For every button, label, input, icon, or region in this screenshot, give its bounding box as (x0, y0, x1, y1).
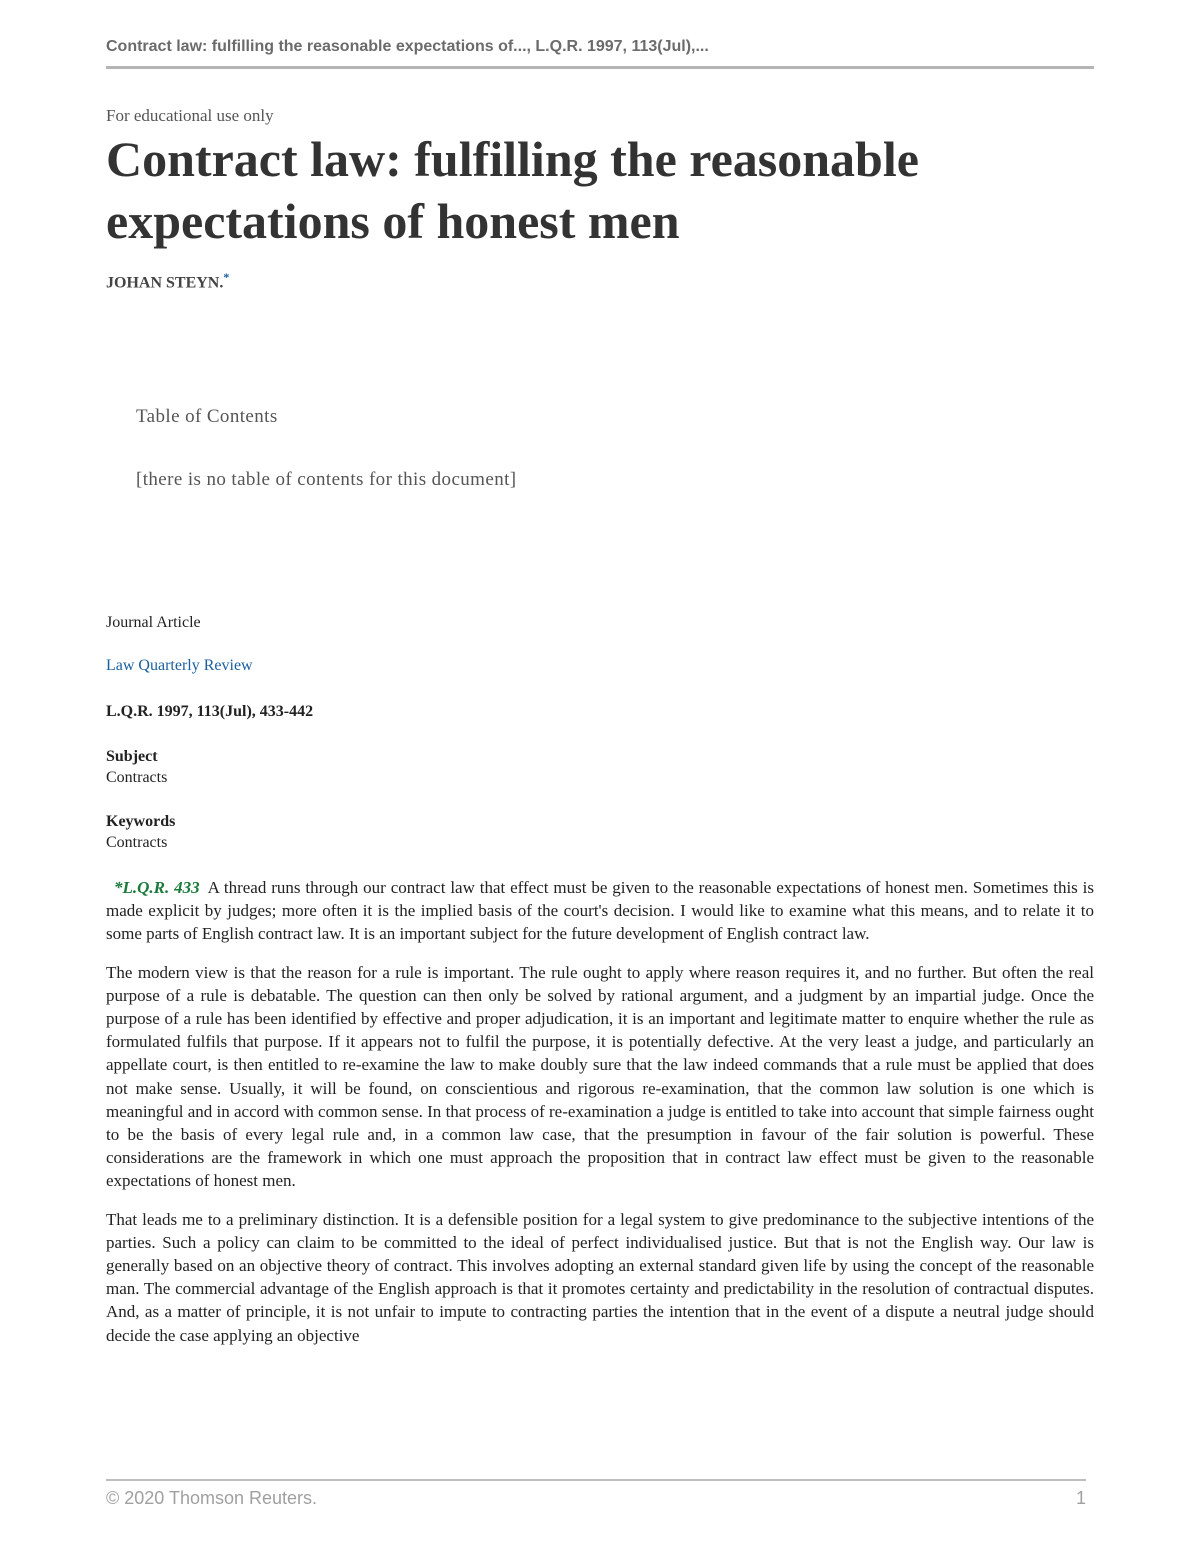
citation: L.Q.R. 1997, 113(Jul), 433-442 (106, 703, 314, 720)
footer-divider (106, 1479, 1086, 1481)
author-line (106, 270, 229, 292)
subject-value: Contracts (106, 769, 168, 786)
document-title: Contract law: fulfilling the reasonable expectations of honest men (106, 131, 919, 249)
header-divider (106, 66, 1094, 69)
article-body (106, 876, 1094, 1362)
page-marker: *L.Q.R. 433 (114, 878, 200, 897)
body-paragraph: That leads me to a preliminary distinction. It is a defensible position for a legal system to give predominance to the subjective intentions of the parties. Such a policy can claim to be committed to the ideal of perfect individualised justice. But that is not the English way. Our law is generally based on an objective theory of contract. This involves adopting an external standard given life by using the concept of the reasonable man. The commercial advantage of the English approach is that it promotes certainty and predictability in the resolution of contractual disputes. And, as a matter of principle, it is not unfair to impute to contracting parties the intention that in the event of a dispute a neutral judge should decide the case applying an objective (106, 1209, 1094, 1345)
paragraph-text: A thread runs through our contract law that effect must be given to the reasonable expectations of honest men. Sometimes this is made explicit by judges; more often it is the implied basis of the court's decision. I would like to examine what this means, and to relate it to some parts of English contract law. It is an important subject for the future development of English contract law. (106, 878, 1095, 944)
keywords-value: Contracts (106, 834, 168, 851)
keywords-label: Keywords (106, 813, 176, 830)
toc-heading: Table of Contents (136, 406, 278, 427)
author-footnote-link[interactable]: * (223, 270, 230, 284)
author-name: JOHAN STEYN. (106, 274, 224, 292)
copyright: © 2020 Thomson Reuters. (106, 1488, 318, 1508)
body-paragraph: The modern view is that the reason for a rule is important. The rule ought to apply where reason requires it, and no further. But often the real purpose of a rule is debatable. The question can then only be solved by rational argument, and a judgment by an impartial judge. Once the purpose of a rule has been identified by effective and proper adjudication, it is an important and legitimate matter to enquire whether the rule as formulated fulfils that purpose. If it appears not to fulfil the purpose, it is potentially defective. At the very least a judge, and particularly an appellate court, is then entitled to re-examine the law to make doubly sure that the law indeed commands that a rule must be applied that does not make sense. Usually, it will be found, on conscientious and rigorous re-examination, that the common law solution is one which is meaningful and in accord with common sense. In that process of re-examination a judge is entitled to take into account that simple fairness ought to be the basis of every legal rule and, in a common law case, that the presumption in favour of the fair solution is powerful. These considerations are the framework in which one must approach the proposition that in contract law effect must be given to the reasonable expectations of honest men. (106, 962, 1094, 1191)
running-header: Contract law: fulfilling the reasonable expectations of..., L.Q.R. 1997, 113(Jul),... (106, 38, 709, 55)
page-number: 1 (1075, 1488, 1086, 1508)
journal-link[interactable]: Law Quarterly Review (106, 657, 253, 674)
toc-empty-message: [there is no table of contents for this document] (136, 469, 517, 490)
subject-label: Subject (106, 748, 158, 765)
usage-note: For educational use only (106, 106, 274, 125)
body-paragraph (106, 876, 1094, 946)
doc-type: Journal Article (106, 614, 201, 631)
